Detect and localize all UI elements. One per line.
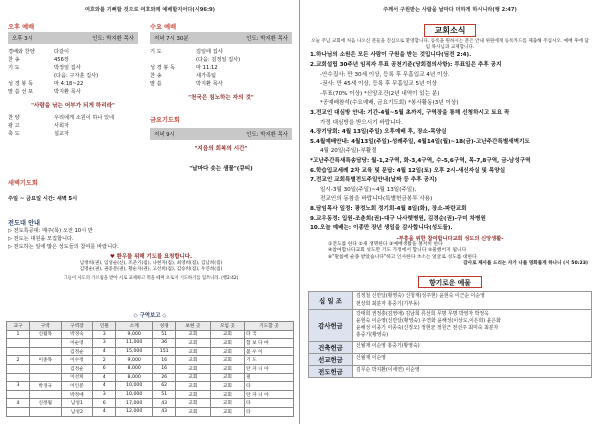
prayer-names-2: 김명순(권), 권중분(권), 황순자(권), 고선희(집), 김승희(집), 우연희(집) <box>79 267 223 273</box>
wednesday-row <box>150 48 292 56</box>
afternoon-closing-row <box>8 122 138 130</box>
afternoon-row-value: (다음: 구자훈 집사) <box>54 73 99 79</box>
wednesday-row <box>150 80 292 88</box>
prayer-foot-verse: 그들이 사도의 가르침을 받아 서로 교제하고 떡을 떼며 오로지 기도하기를 힘쓰니라. (행2:42) <box>63 275 239 281</box>
district-cell: 교회 <box>176 330 210 339</box>
afternoon-quote: "사람을 낚는 어부가 되게 하리라" <box>31 103 115 109</box>
wednesday-bar <box>150 32 292 44</box>
district-cell <box>29 364 61 373</box>
news-item: *고난주간특새특송담당: 월-1,2구역, 화-3,4구역, 수-5,6구역, 목-7,8구역, 금-남성구역 <box>310 157 531 164</box>
news-item: 전교인의 동참을 바랍니다(특별헌금봉투 사용) <box>320 196 433 203</box>
wednesday-service <box>150 22 292 172</box>
table-row <box>7 390 294 399</box>
district-cell: 탄 자 니 아 <box>245 364 294 373</box>
news-item: 5.4월예배안내: 4월13일(주일)-성례주일, 4월14일(월)~18(금)-고난주간특별새벽기도 <box>310 138 530 145</box>
prayer-request-head: ♥ 환우를 위해 기도를 요청합니다. <box>109 254 193 260</box>
district-cell: 4 <box>93 407 116 416</box>
wednesday-title: 수요 예배 <box>150 24 177 31</box>
district-header-cell: 성경 <box>153 322 176 331</box>
wednesday-row-value: 마 11:12 <box>196 65 218 71</box>
table-row <box>7 373 294 382</box>
offering-names: 신월재 이순영 홍중기(황영숙) <box>353 341 592 353</box>
news-item: 6.학습입교세례 2차 교육 및 문답: 4월 12일(토) 오후 2시-새신자실 및 목양실 <box>310 167 506 174</box>
district-cell: 16 <box>153 364 176 373</box>
news-item: 4.장기당회: 4월 13일(주일) 오후예배 후, 장소-목양실 <box>310 129 447 136</box>
district-cell: 8,000 <box>116 364 153 373</box>
district-cell <box>7 407 30 416</box>
wednesday-order <box>150 48 292 88</box>
district-header-cell: 모임 곳 <box>210 322 244 331</box>
district-cell: 2 <box>93 356 116 365</box>
district-cell: 15,000 <box>116 347 153 356</box>
news-item: 10.오늘 예배는: 이종만 장년 생일을 감사합니다(성도들). <box>310 225 453 232</box>
prayer-names-1: 남정희(권), 임성순(신), 조준기(집), 나현자(집), 최영희(집), 김남희(집) <box>79 261 223 266</box>
mission-item: ①전도를 한다 ②새 생명한다 ③예배생활을 철저히 한다 <box>328 241 443 247</box>
district-cell: 51 <box>153 330 176 339</box>
district-cell: 1 <box>7 330 30 339</box>
wednesday-row-label: 찬 송 <box>150 73 162 79</box>
wednesday-row-value: 박지환 목사 <box>196 81 223 87</box>
afternoon-closing-row-value: 사회자 <box>54 123 70 129</box>
district-cell: 교회 <box>176 356 210 365</box>
mission-item: ④참여합니다교회 성도만 기도 가정에서 합니다 ⑤물했어지 됩니다 <box>328 248 467 254</box>
district-cell: 타 <box>245 382 294 391</box>
district-cell: 이종목 <box>29 356 61 365</box>
district-header-cell: 소계 <box>116 322 153 331</box>
district-cell <box>7 364 30 373</box>
district-cell: 남성1 <box>61 399 93 408</box>
dawn-prayer <box>8 178 148 203</box>
news-intro: 오늘 주님 교회에 처음 나오신 분들을 진심으로 환영합니다. 등록을 원하시는 분은 안내 위원에게 등록카드를 제출해 주십시오. 예배 후에 담임 목사님과 교제합니다. <box>311 39 589 51</box>
district-cell: 교회 <box>210 347 244 356</box>
wednesday-leader: 인도: 박지환 목사 <box>246 36 288 42</box>
district-cell <box>29 339 61 348</box>
news-item: 일시-3월 30일(주일)~4월 13일(주일), <box>320 186 417 193</box>
district-cell: 교회 <box>210 330 244 339</box>
afternoon-closing-row <box>8 114 138 122</box>
offering-row <box>309 353 592 365</box>
friday-leader: 인도: 박지환 목사 <box>246 132 288 138</box>
district-cell: 6 <box>93 364 116 373</box>
mission-head: -부흥을 위한 참여합니다교회 성도의 신앙생활- <box>396 235 504 242</box>
district-cell <box>7 347 30 356</box>
afternoon-closing-row-label: 축 도 <box>8 131 20 137</box>
afternoon-row-label: 말 씀 선 포 <box>8 89 33 95</box>
district-cell: 교회 <box>176 339 210 348</box>
afternoon-closing-row-label: 찬 양 <box>8 115 20 121</box>
offering-row <box>309 292 592 309</box>
district-cell: 불 우 이 <box>245 347 294 356</box>
afternoon-row <box>8 80 138 88</box>
evangelism-info <box>8 218 294 282</box>
district-cell: 10,000 <box>116 390 153 399</box>
news-item: -안수집사: 만 30세 이상, 등록 후 무흠입교 4년 이상. <box>320 71 450 78</box>
district-cell: 신정월 <box>29 399 61 408</box>
wednesday-time: 저녁 7시 30분 <box>154 36 189 42</box>
afternoon-row-label: 경배와 찬양 <box>8 49 35 55</box>
district-header-row <box>7 322 294 331</box>
afternoon-title: 오후 예배 <box>8 24 35 31</box>
district-cell: 12,000 <box>116 407 153 416</box>
district-title: ◇ 구역보고 ◇ <box>133 313 167 319</box>
dawn-time: 주일 ~ 금요일 시간: 새벽 5시 <box>8 196 78 202</box>
afternoon-closing-row-label: 광 고 <box>8 123 20 129</box>
news-item: 8.담임목사 일정: 광정노회 정기회-4월 8일(화), 장소-파란교회 <box>310 205 467 212</box>
district-cell: 교회 <box>210 399 244 408</box>
offering-row <box>309 309 592 341</box>
district-cell: 교회 <box>176 373 210 382</box>
wednesday-row-value: (다음: 김정일 집사) <box>196 57 241 63</box>
friday-quote-2: "날마다 솟는 샘물"(큐티) <box>189 166 253 172</box>
district-cell: 기 도 <box>245 356 294 365</box>
news-title: 교회소식 <box>424 24 477 37</box>
table-row <box>7 356 294 365</box>
district-cell: 16 <box>153 356 176 365</box>
afternoon-order <box>8 48 138 96</box>
table-row <box>7 364 294 373</box>
district-cell: 교회 <box>210 373 244 382</box>
district-cell: 필 <box>245 373 294 382</box>
afternoon-closing-row <box>8 130 138 138</box>
table-row <box>7 339 294 348</box>
afternoon-row-label: 찬 송 <box>8 57 20 63</box>
offering-category: 선교헌금 <box>309 353 353 365</box>
friday-bar <box>150 128 292 140</box>
offering-names: 김무순 박지환(이세연) 이순영 <box>353 365 592 377</box>
district-header-cell: 구역장 <box>61 322 93 331</box>
district-cell: 4 <box>93 347 116 356</box>
wednesday-row-label: 말 씀 <box>150 81 162 87</box>
district-cell: 남성2 <box>61 407 93 416</box>
offering-table <box>308 291 592 377</box>
table-row <box>7 399 294 408</box>
district-cell: 26 <box>153 373 176 382</box>
district-cell <box>7 339 30 348</box>
district-cell: 3 <box>93 390 116 399</box>
district-header-cell: 구역 <box>29 322 61 331</box>
district-cell: 박정애 <box>61 390 93 399</box>
afternoon-row-value: 박지환 목사 <box>54 89 81 95</box>
district-cell: 교회 <box>176 364 210 373</box>
table-row <box>7 347 294 356</box>
district-cell: 타 <box>245 399 294 408</box>
wednesday-row-value: 김일태 집사 <box>196 49 223 55</box>
afternoon-row-value: 마 4:18~22 <box>54 81 84 87</box>
district-report <box>6 311 294 417</box>
district-cell: 8,000 <box>116 373 153 382</box>
district-header-cell: 인원 <box>93 322 116 331</box>
afternoon-row-value: 박정일 집사 <box>54 65 81 71</box>
right-top-verse: 주께서 구원받는 사람을 날마다 더하게 하시니라(행 2:47) <box>383 7 517 13</box>
afternoon-row-label <box>8 72 54 80</box>
table-row <box>7 330 294 339</box>
afternoon-row <box>8 72 138 80</box>
district-cell: 2 <box>7 356 30 365</box>
district-cell: 4 <box>93 382 116 391</box>
offering-category: 십 일 조 <box>309 292 353 309</box>
district-cell: 51 <box>153 390 176 399</box>
district-cell: 11,000 <box>116 339 153 348</box>
afternoon-closing-row-value: 우리에게 소원이 하나 있네 <box>54 115 115 121</box>
news-item: -투표(70% 이상) *신앙조건(2년 내역이 있는 분) <box>320 90 440 97</box>
afternoon-row <box>8 56 138 64</box>
news-item: 4월 20일(주일)-부활절 <box>320 148 377 155</box>
district-cell: 4 <box>93 373 116 382</box>
district-cell <box>29 347 61 356</box>
left-top-verse: 여호와를 기뻐할 것으로 여호와께 예배할지어다(시96:9) <box>84 7 216 13</box>
evangelism-line-3: ▷ 전도하는 일에 많은 성도들의 참여를 바랍니다. <box>8 244 119 250</box>
offering-category: 건축헌금 <box>309 341 353 353</box>
district-cell: 김정순 <box>61 364 93 373</box>
district-cell: 4 <box>7 399 30 408</box>
district-cell: 3 <box>7 382 30 391</box>
district-cell: 교회 <box>210 339 244 348</box>
afternoon-closing-row-value: 설교자 <box>54 131 70 137</box>
news-item: 2.교회설립 30주년 임직자 투표 공천기준(당회결의사항): 투표일은 추후 공지 <box>310 62 502 68</box>
district-cell: 교회 <box>210 382 244 391</box>
district-table <box>6 321 294 417</box>
news-item: 7.전교인 교회특별전도주일안내(날짜 등 추후 공지) <box>310 177 437 184</box>
district-cell: 박경숙 <box>61 330 93 339</box>
afternoon-row-label: 기 도 <box>8 65 20 71</box>
afternoon-order-2 <box>8 114 138 138</box>
district-cell: 교회 <box>176 382 210 391</box>
afternoon-leader: 인도: 박지환 목사 <box>92 36 134 42</box>
district-cell: 타 <box>245 407 294 416</box>
offering-row <box>309 365 592 377</box>
right-page <box>300 0 600 424</box>
table-row <box>7 407 294 416</box>
wednesday-row <box>150 72 292 80</box>
district-cell: 박경규 <box>29 382 61 391</box>
district-cell <box>7 390 30 399</box>
news-list <box>300 51 600 233</box>
district-cell: 탄 자 니 아 <box>245 390 294 399</box>
district-cell: 교회 <box>176 347 210 356</box>
district-cell: 3 <box>93 330 116 339</box>
afternoon-row <box>8 64 138 72</box>
evangelism-line-2: ▷ 전도는 대원을 모집합니다. <box>8 236 74 242</box>
friday-quote: "지음의 회복의 시간" <box>194 146 248 152</box>
afternoon-row-value: 다같이 <box>54 49 70 55</box>
wednesday-row <box>150 56 292 64</box>
district-cell: 교회 <box>176 407 210 416</box>
wednesday-row-label <box>150 56 196 64</box>
district-cell: 9,000 <box>116 356 153 365</box>
district-header-cell: 교구 <box>7 322 30 331</box>
district-cell: 신월목 <box>29 330 61 339</box>
offering-category: 감사헌금 <box>309 309 353 341</box>
afternoon-time: 오후 3시 <box>12 36 33 42</box>
district-cell: 이선희 <box>61 373 93 382</box>
table-row <box>7 382 294 391</box>
offering-title: 향기로운 예물 <box>418 276 482 288</box>
district-cell: 교회 <box>210 364 244 373</box>
afternoon-row-label: 성 경 봉 독 <box>8 81 33 87</box>
district-cell <box>29 407 61 416</box>
mission-list <box>300 242 600 261</box>
offering-names: 김정철 신만달(황영숙) 신청재(성주현) 윤현숙 이근순 이순영 천상희 최분자 홍중기(기부동) <box>353 292 592 309</box>
district-cell <box>29 390 61 399</box>
district-cell: 17,000 <box>116 399 153 408</box>
wednesday-row-label: 성 경 봉 독 <box>150 65 175 71</box>
mission-item: ⑥"말씀에 순종 받았습니다"하고 인사한다 ⑦소는 얼굴로 성도를 대한다 <box>328 254 477 260</box>
district-cell: 62 <box>153 382 176 391</box>
district-cell <box>29 373 61 382</box>
district-header-cell: 기도할 곳 <box>245 322 294 331</box>
district-header-cell: 보현 곳 <box>176 322 210 331</box>
district-cell: 9,000 <box>116 330 153 339</box>
district-cell: 교회 <box>210 356 244 365</box>
afternoon-row-value: 456장 <box>54 57 69 63</box>
district-cell <box>7 373 30 382</box>
afternoon-row <box>8 48 138 56</box>
district-cell: 이수정 <box>61 356 93 365</box>
offering-names: 신월재 이순영 <box>353 353 592 365</box>
district-cell: 타 국 <box>245 330 294 339</box>
district-cell: 합 보 다 마 <box>245 339 294 348</box>
friday-time: 저녁 9시 <box>154 132 175 138</box>
offering-category: 전도헌금 <box>309 365 353 377</box>
evangelism-title: 전도대 안내 <box>8 220 41 227</box>
evangelism-line-1: ▷ 전도특공대: 매주(목) 오전 10시 반 <box>8 228 93 234</box>
district-cell: 43 <box>153 399 176 408</box>
afternoon-row <box>8 88 138 96</box>
district-cell: 교회 <box>176 390 210 399</box>
wednesday-quote: "천국은 침노하는 자의 것" <box>188 95 254 101</box>
district-cell: 교회 <box>210 407 244 416</box>
afternoon-service <box>8 22 138 138</box>
wednesday-row <box>150 64 292 72</box>
district-cell: 3 <box>93 339 116 348</box>
mission-verse: 감사로 제사를 드리는 자가 나를 영화롭게 하나니 (시 50:23) <box>463 260 588 266</box>
wednesday-row-value: 새가족팀 <box>196 73 217 79</box>
wednesday-row-label: 기 도 <box>150 49 162 55</box>
district-cell: 이인분 <box>61 382 93 391</box>
friday-title: 금요기도회 <box>150 117 180 124</box>
offering-row <box>309 341 592 353</box>
afternoon-bar <box>8 32 138 44</box>
news-item: 3.전교인 대심방 안내: 기간-4월~5월 초까지, 구역장을 통해 신청하시고 토요 꼭 <box>310 109 510 116</box>
news-item: 가정 대심방을 받으시기 바랍니다. <box>320 119 403 126</box>
district-cell: 151 <box>153 347 176 356</box>
dawn-title: 새벽기도회 <box>8 180 38 187</box>
offering-names: 강태희 권정충(김영애) 김남희 류선희 무명 무명 박영자 박정옥 윤현숙 이순영(신만달(황영숙) 우연화 윤해성(이상도,이은희) 윤은화 윤해성 이종기 이종숙(신정오) 정현균 정원근 천선주 최미숙 최분자 홍중기(황영숙) <box>353 309 592 341</box>
district-cell: 교회 <box>176 399 210 408</box>
news-item: -권사: 만 45세 이상, 등록 후 무흠입교 5년 이상 <box>320 81 438 88</box>
district-cell: 교회 <box>210 390 244 399</box>
news-item: 9.교우동정: 입원-조춘희(권)-대구 나사렛병원, 김경순(권)-구미 차병원 <box>310 215 486 222</box>
news-item: 1.하나님의 소원은 모든 사람이 구원을 받는 것입니다(딤전 2:4). <box>310 52 472 59</box>
district-cell: 6 <box>93 399 116 408</box>
news-item: *공예배참석(수요예배, 금요기도회) *봉사활동(3년 이상) <box>320 100 459 107</box>
district-cell: 김정순 <box>61 347 93 356</box>
district-cell: 10,000 <box>116 382 153 391</box>
district-cell: 43 <box>153 407 176 416</box>
district-cell: 36 <box>153 339 176 348</box>
district-cell: 이순영 <box>61 339 93 348</box>
